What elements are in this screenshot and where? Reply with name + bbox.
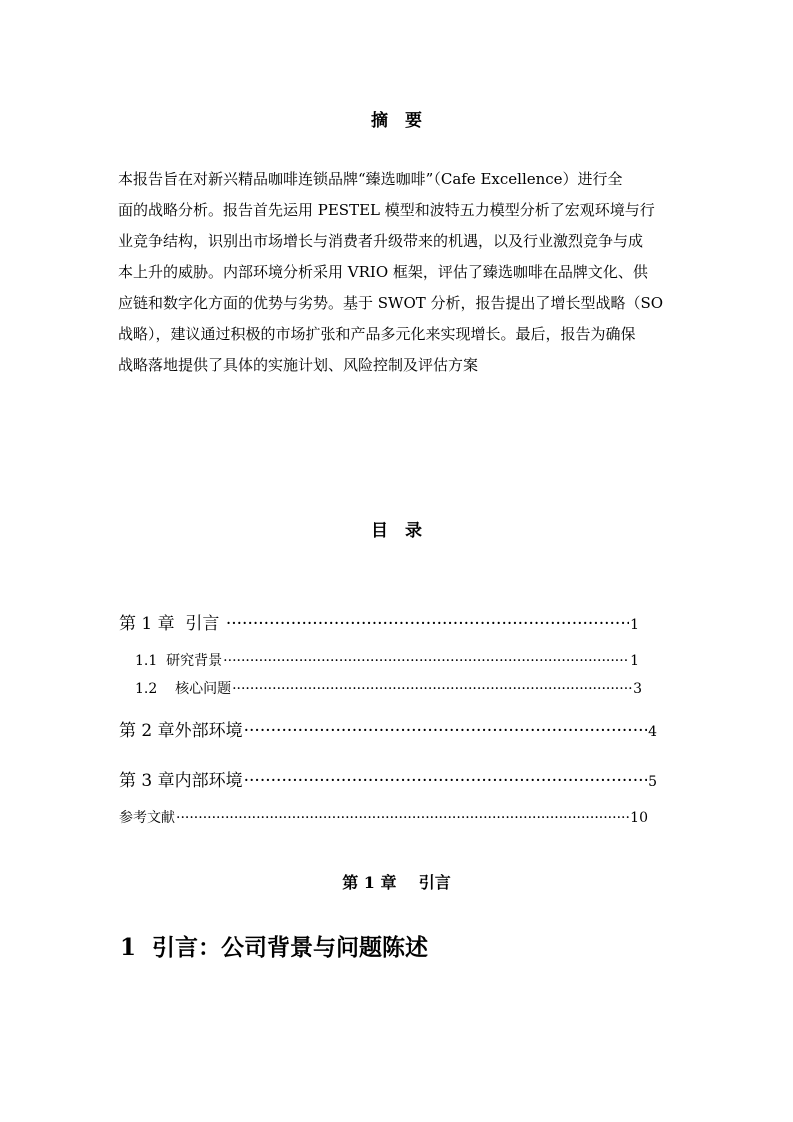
toc-entry-1-2[interactable] <box>135 678 642 698</box>
toc-heading-char: 目 <box>371 521 388 541</box>
toc-entry-label: 第 2 章外部环境 <box>119 721 243 741</box>
toc-entry-chapter-3[interactable] <box>119 766 657 791</box>
toc-dot-leader <box>244 721 647 741</box>
toc-dot-leader <box>232 681 632 697</box>
toc-entry-references[interactable] <box>119 807 648 827</box>
toc-entry-label: 第 1 章 引言 <box>119 614 225 634</box>
toc-dot-leader <box>223 653 629 669</box>
abstract-heading <box>0 106 793 131</box>
toc-entry-label: 1.2 核心问题 <box>135 681 232 697</box>
chapter-title: 第 1 章 引言 <box>342 873 451 892</box>
toc-heading-char: 录 <box>405 521 422 541</box>
toc-entry-page: 1 <box>630 653 639 669</box>
abstract-heading-char: 摘 <box>371 111 388 131</box>
toc-dot-leader <box>176 810 629 826</box>
section-title: 1 引言：公司背景与问题陈述 <box>120 934 429 961</box>
abstract-line: 战略），建议通过积极的市场扩张和产品多元化来实现增长。最后，报告为确保 <box>118 325 636 343</box>
abstract-body <box>118 164 678 381</box>
abstract-line: 本报告旨在对新兴精品咖啡连锁品牌“臻选咖啡”（Cafe Excellence）进行全 <box>118 170 623 188</box>
abstract-line: 应链和数字化方面的优势与劣势。基于 SWOT 分析，报告提出了增长型战略（SO <box>118 294 664 312</box>
abstract-line: 本上升的威胁。内部环境分析采用 VRIO 框架，评估了臻选咖啡在品牌文化、供 <box>118 263 648 281</box>
toc-dot-leader <box>244 771 647 791</box>
toc-dot-leader <box>226 614 629 634</box>
toc-entry-page: 1 <box>630 617 639 633</box>
toc-entry-chapter-1[interactable] <box>119 609 639 634</box>
toc-entry-page: 5 <box>648 774 657 790</box>
toc-entry-page: 10 <box>630 810 648 826</box>
toc-heading <box>0 516 793 541</box>
toc-entry-page: 4 <box>648 724 657 740</box>
toc-entry-label: 1.1 研究背景 <box>135 653 223 669</box>
abstract-heading-char: 要 <box>405 111 422 131</box>
toc-entry-label: 第 3 章内部环境 <box>119 771 243 791</box>
toc-entry-1-1[interactable] <box>135 650 639 670</box>
toc-entry-chapter-2[interactable] <box>119 716 657 741</box>
abstract-line: 战略落地提供了具体的实施计划、风险控制及评估方案 <box>118 356 479 374</box>
toc-entry-page: 3 <box>633 681 642 697</box>
abstract-line: 业竞争结构，识别出市场增长与消费者升级带来的机遇，以及行业激烈竞争与成 <box>118 232 644 250</box>
abstract-line: 面的战略分析。报告首先运用 PESTEL 模型和波特五力模型分析了宏观环境与行 <box>118 201 655 219</box>
toc-entry-label: 参考文献 <box>119 810 175 826</box>
